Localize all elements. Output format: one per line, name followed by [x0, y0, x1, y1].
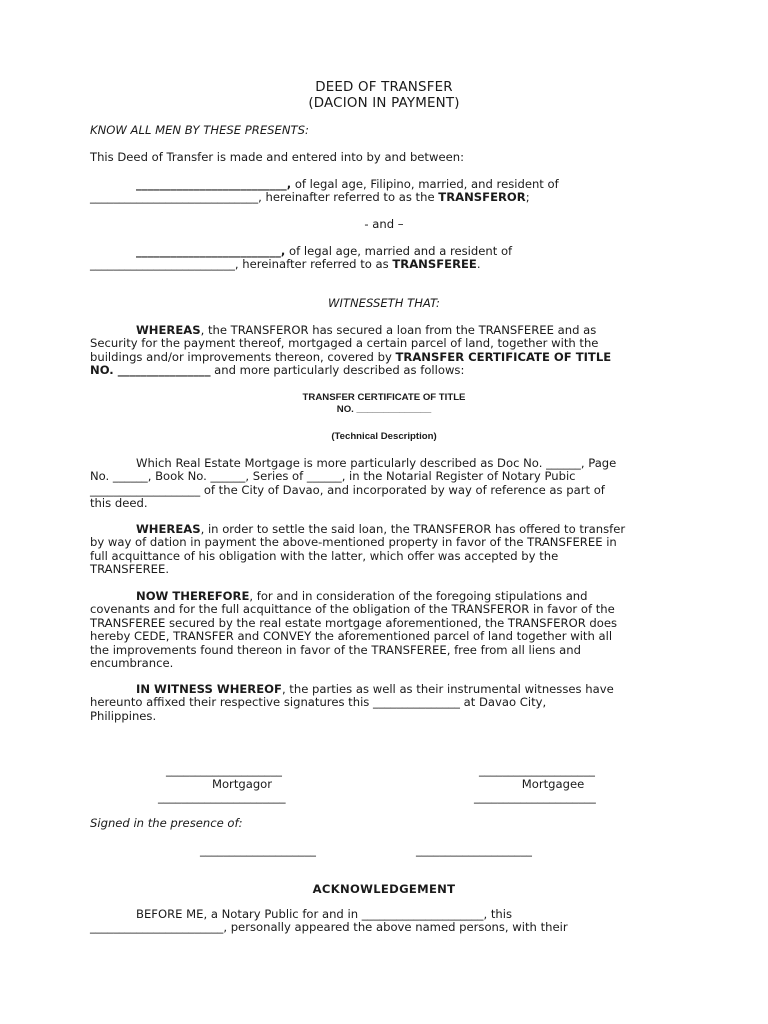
transferee-name-blank: _________________________,	[136, 244, 286, 258]
transferee-residence-blank: _________________________,	[90, 257, 239, 272]
transferor-residence-blank: _____________________________,	[90, 190, 262, 205]
whereas2-line3: full acquittance of his obligation with the latter, which offer was accepted by the	[90, 548, 559, 563]
now-therefore-line3: TRANSFEREE secured by the real estate mortgage aforementioned, the TRANSFEROR does	[90, 615, 618, 630]
acknowledgement-line1: BEFORE ME, a Notary Public for and in _____________________, this	[136, 907, 512, 921]
in-witness-line3: Philippines.	[90, 708, 157, 723]
mortgagee-label: Mortgagee	[521, 777, 585, 791]
whereas1-line1: , the TRANSFEROR has secured a loan from the TRANSFEREE and as	[200, 323, 597, 337]
transferee-role: TRANSFEREE	[392, 257, 477, 272]
whereas1-tct-no: NO. ________________	[90, 363, 211, 378]
witness-2-signature-line: ____________________	[416, 843, 532, 857]
made-between-line: This Deed of Transfer is made and entered into by and between:	[90, 150, 464, 164]
whereas-lead-2: WHEREAS	[136, 522, 201, 536]
now-therefore-line5: the improvements found thereon in favor of the TRANSFEREE, free from all liens and	[90, 642, 581, 657]
tct-heading: TRANSFER CERTIFICATE OF TITLE	[302, 392, 466, 403]
in-witness-lead: IN WITNESS WHEREOF	[136, 682, 282, 696]
mortgage-paragraph	[90, 457, 678, 511]
transferor-role: TRANSFEROR	[438, 190, 526, 205]
tct-number: NO. ______________	[336, 404, 432, 415]
transferee-clause-text1: of legal age, married and a resident of	[289, 244, 513, 258]
document-subtitle: (DACION IN PAYMENT)	[308, 96, 460, 111]
transferee-clause-text2: hereinafter referred to as	[242, 257, 389, 272]
now-therefore-line4: hereby CEDE, TRANSFER and CONVEY the aforementioned parcel of land together with all	[90, 629, 613, 644]
signed-in-presence-label: Signed in the presence of:	[90, 816, 243, 830]
transferor-clause	[90, 178, 678, 205]
mortgage-line2: No. ______, Book No. ______, Series of ______, in the Notarial Register of Notary Pubic	[90, 469, 576, 484]
witnesseth-heading: WITNESSETH THAT:	[328, 296, 440, 310]
mortgagee-name-line: _____________________	[474, 790, 596, 804]
now-therefore-line6: encumbrance.	[90, 656, 174, 671]
mortgage-line1: Which Real Estate Mortgage is more particularly described as Doc No. ______, Page	[136, 456, 617, 470]
acknowledgement-line2: _______________________, personally appeared the above named persons, with their	[90, 920, 568, 935]
now-therefore-paragraph	[90, 590, 678, 670]
technical-description: (Technical Description)	[331, 431, 437, 442]
mortgagor-label: Mortgagor	[211, 777, 273, 791]
now-therefore-line2: covenants and for the full acquittance of the obligation of the TRANSFEROR in favor of the	[90, 602, 615, 617]
whereas2-line4: TRANSFEREE.	[90, 562, 170, 577]
whereas1-line2: Security for the payment thereof, mortgaged a certain parcel of land, together with the	[90, 336, 599, 351]
whereas-paragraph-1	[90, 324, 678, 378]
whereas-paragraph-2	[90, 523, 678, 577]
whereas1-tct-bold: TRANSFER CERTIFICATE OF TITLE	[395, 349, 612, 364]
whereas-lead-1: WHEREAS	[136, 323, 201, 337]
mortgagor-signature-line: ____________________	[166, 763, 282, 777]
in-witness-paragraph	[90, 683, 678, 723]
in-witness-line1: , the parties as well as their instrumental witnesses have	[281, 682, 614, 696]
transferor-clause-text2: hereinafter referred to as the	[265, 190, 435, 205]
whereas2-line1: , in order to settle the said loan, the TRANSFEROR has offered to transfer	[200, 522, 626, 536]
transferee-clause-end: .	[476, 257, 481, 272]
transferee-clause	[90, 245, 678, 272]
in-witness-line2: hereunto affixed their respective signatures this _______________ at Davao City,	[90, 695, 547, 710]
and-separator: - and –	[364, 217, 404, 231]
transferor-clause-text1: of legal age, Filipino, married, and resident of	[294, 177, 559, 191]
acknowledgement-heading: ACKNOWLEDGEMENT	[312, 882, 456, 896]
whereas2-line2: by way of dation in payment the above-mentioned property in favor of the TRANSFEREE in	[90, 535, 617, 550]
whereas1-line3a: buildings and/or improvements thereon, covered by	[90, 349, 392, 364]
transferor-clause-end: ;	[525, 190, 530, 205]
transferor-name-blank: __________________________,	[136, 177, 292, 191]
acknowledgement-paragraph	[90, 908, 678, 935]
mortgage-line3: ___________________ of the City of Davao, and incorporated by way of reference as part of	[90, 482, 605, 497]
now-therefore-lead: NOW THEREFORE	[136, 589, 250, 603]
witness-1-signature-line: ____________________	[200, 843, 316, 857]
mortgagee-signature-line: ____________________	[479, 763, 595, 777]
now-therefore-line1: , for and in consideration of the foregoing stipulations and	[249, 589, 588, 603]
document-title: DEED OF TRANSFER	[315, 80, 453, 95]
mortgagor-name-line: ______________________	[158, 790, 286, 804]
know-all-men-line: KNOW ALL MEN BY THESE PRESENTS:	[90, 123, 309, 137]
mortgage-line4: this deed.	[90, 496, 148, 511]
whereas1-line4b: and more particularly described as follows:	[210, 363, 465, 378]
